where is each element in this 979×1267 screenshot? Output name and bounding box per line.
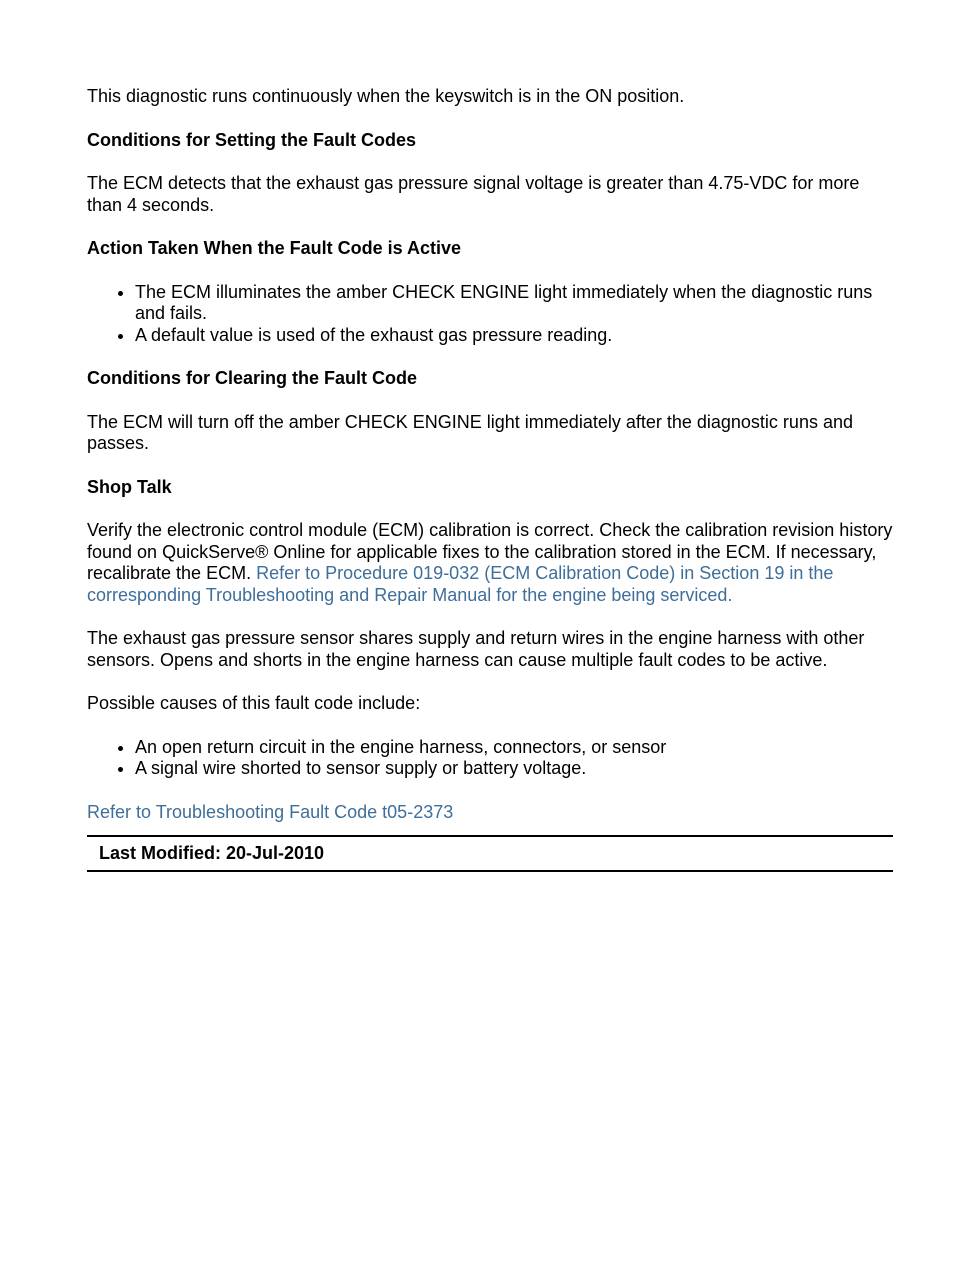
action-taken-list — [87, 282, 893, 347]
clearing-conditions-heading: Conditions for Clearing the Fault Code — [87, 368, 417, 388]
ecm-calibration-procedure-link[interactable]: Refer to Procedure 019-032 (ECM Calibration Code) in Section 19 in the corresponding Troubleshooting and Repair Manual for the engine being serviced. — [87, 563, 834, 605]
document-body — [87, 86, 893, 872]
list-item: The ECM illuminates the amber CHECK ENGINE light immediately when the diagnostic runs and fails. — [135, 282, 893, 325]
last-modified-text: Last Modified: 20-Jul-2010 — [99, 843, 325, 863]
troubleshooting-paragraph — [87, 802, 893, 824]
intro-paragraph: This diagnostic runs continuously when the keyswitch is in the ON position. — [87, 86, 685, 106]
shop-talk-text: Verify the electronic control module (ECM) calibration is correct. Check the calibration revision history found on QuickServe® Online for applicable fixes to the calibration stored in the ECM. If necessary, recalibrate the ECM. — [87, 520, 893, 583]
possible-causes-list — [87, 737, 893, 780]
list-item: A default value is used of the exhaust gas pressure reading. — [135, 325, 893, 347]
setting-conditions-text: The ECM detects that the exhaust gas pressure signal voltage is greater than 4.75-VDC for more than 4 seconds. — [87, 173, 860, 215]
clearing-conditions-text: The ECM will turn off the amber CHECK ENGINE light immediately after the diagnostic runs and passes. — [87, 411, 853, 453]
action-taken-heading: Action Taken When the Fault Code is Active — [87, 238, 462, 258]
setting-conditions-heading: Conditions for Setting the Fault Codes — [87, 129, 416, 150]
possible-causes-intro: Possible causes of this fault code include: — [87, 693, 421, 713]
list-item: An open return circuit in the engine harness, connectors, or sensor — [135, 737, 893, 759]
sensor-wiring-text: The exhaust gas pressure sensor shares supply and return wires in the engine harness with other sensors. Opens and shorts in the engine harness can cause multiple fault codes to be active. — [87, 628, 865, 670]
list-item: A signal wire shorted to sensor supply or battery voltage. — [135, 758, 893, 780]
shop-talk-paragraph — [87, 520, 893, 606]
troubleshooting-fault-code-link[interactable]: Refer to Troubleshooting Fault Code t05-2373 — [87, 801, 454, 822]
shop-talk-heading: Shop Talk — [87, 476, 172, 497]
last-modified-bar — [87, 835, 893, 872]
